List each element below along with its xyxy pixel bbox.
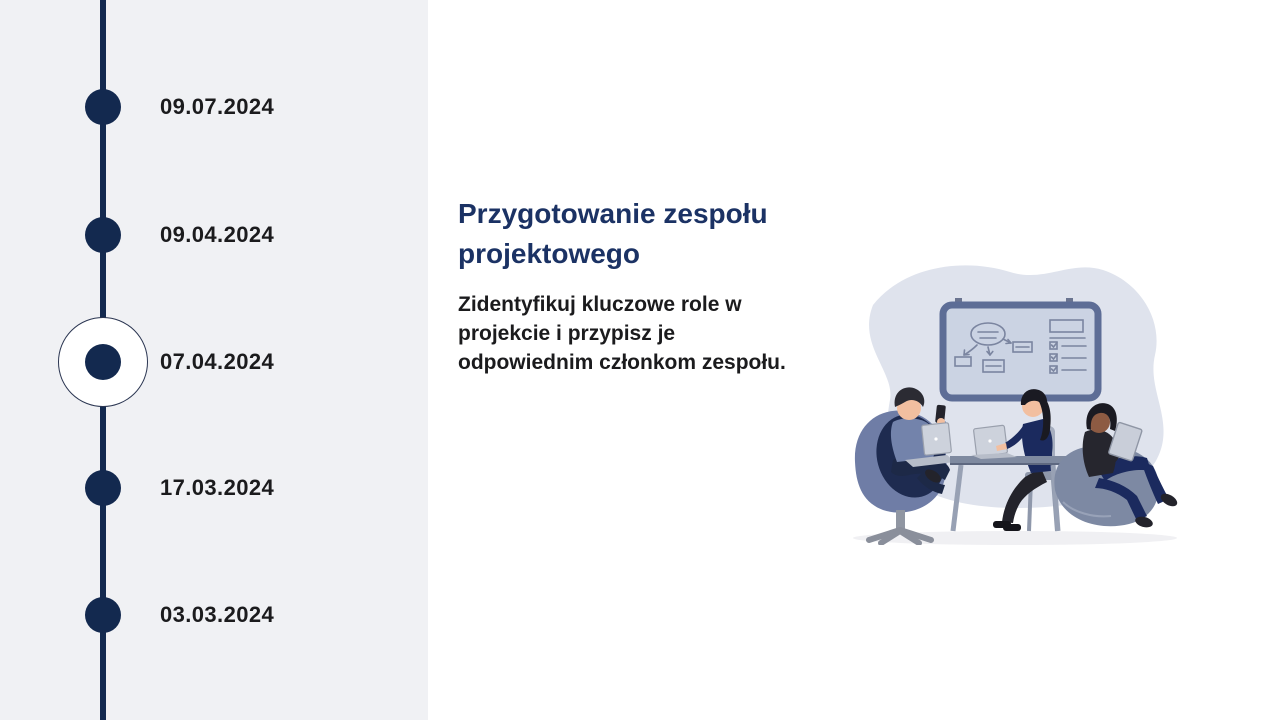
timeline-dot bbox=[85, 597, 121, 633]
slide-description: Zidentyfikuj kluczowe role w projekcie i przypisz je odpowiednim członkom zespołu. bbox=[458, 293, 786, 374]
man-in-egg-chair bbox=[855, 387, 955, 543]
team-collaboration-illustration bbox=[845, 250, 1190, 545]
timeline-panel bbox=[0, 0, 428, 720]
timeline-dot bbox=[85, 470, 121, 506]
timeline-date: 17.03.2024 bbox=[160, 475, 275, 500]
timeline-dot bbox=[85, 89, 121, 125]
page-title: Przygotowanie zespołu projektowego bbox=[458, 198, 768, 269]
timeline-dot bbox=[85, 344, 121, 380]
timeline-date: 09.04.2024 bbox=[160, 222, 275, 247]
timeline-date: 09.07.2024 bbox=[160, 94, 275, 119]
timeline-date: 03.03.2024 bbox=[160, 602, 275, 627]
whiteboard-icon bbox=[943, 298, 1098, 398]
timeline-current-marker bbox=[58, 317, 148, 407]
timeline-date: 07.04.2024 bbox=[160, 349, 275, 374]
timeline-dot bbox=[85, 217, 121, 253]
